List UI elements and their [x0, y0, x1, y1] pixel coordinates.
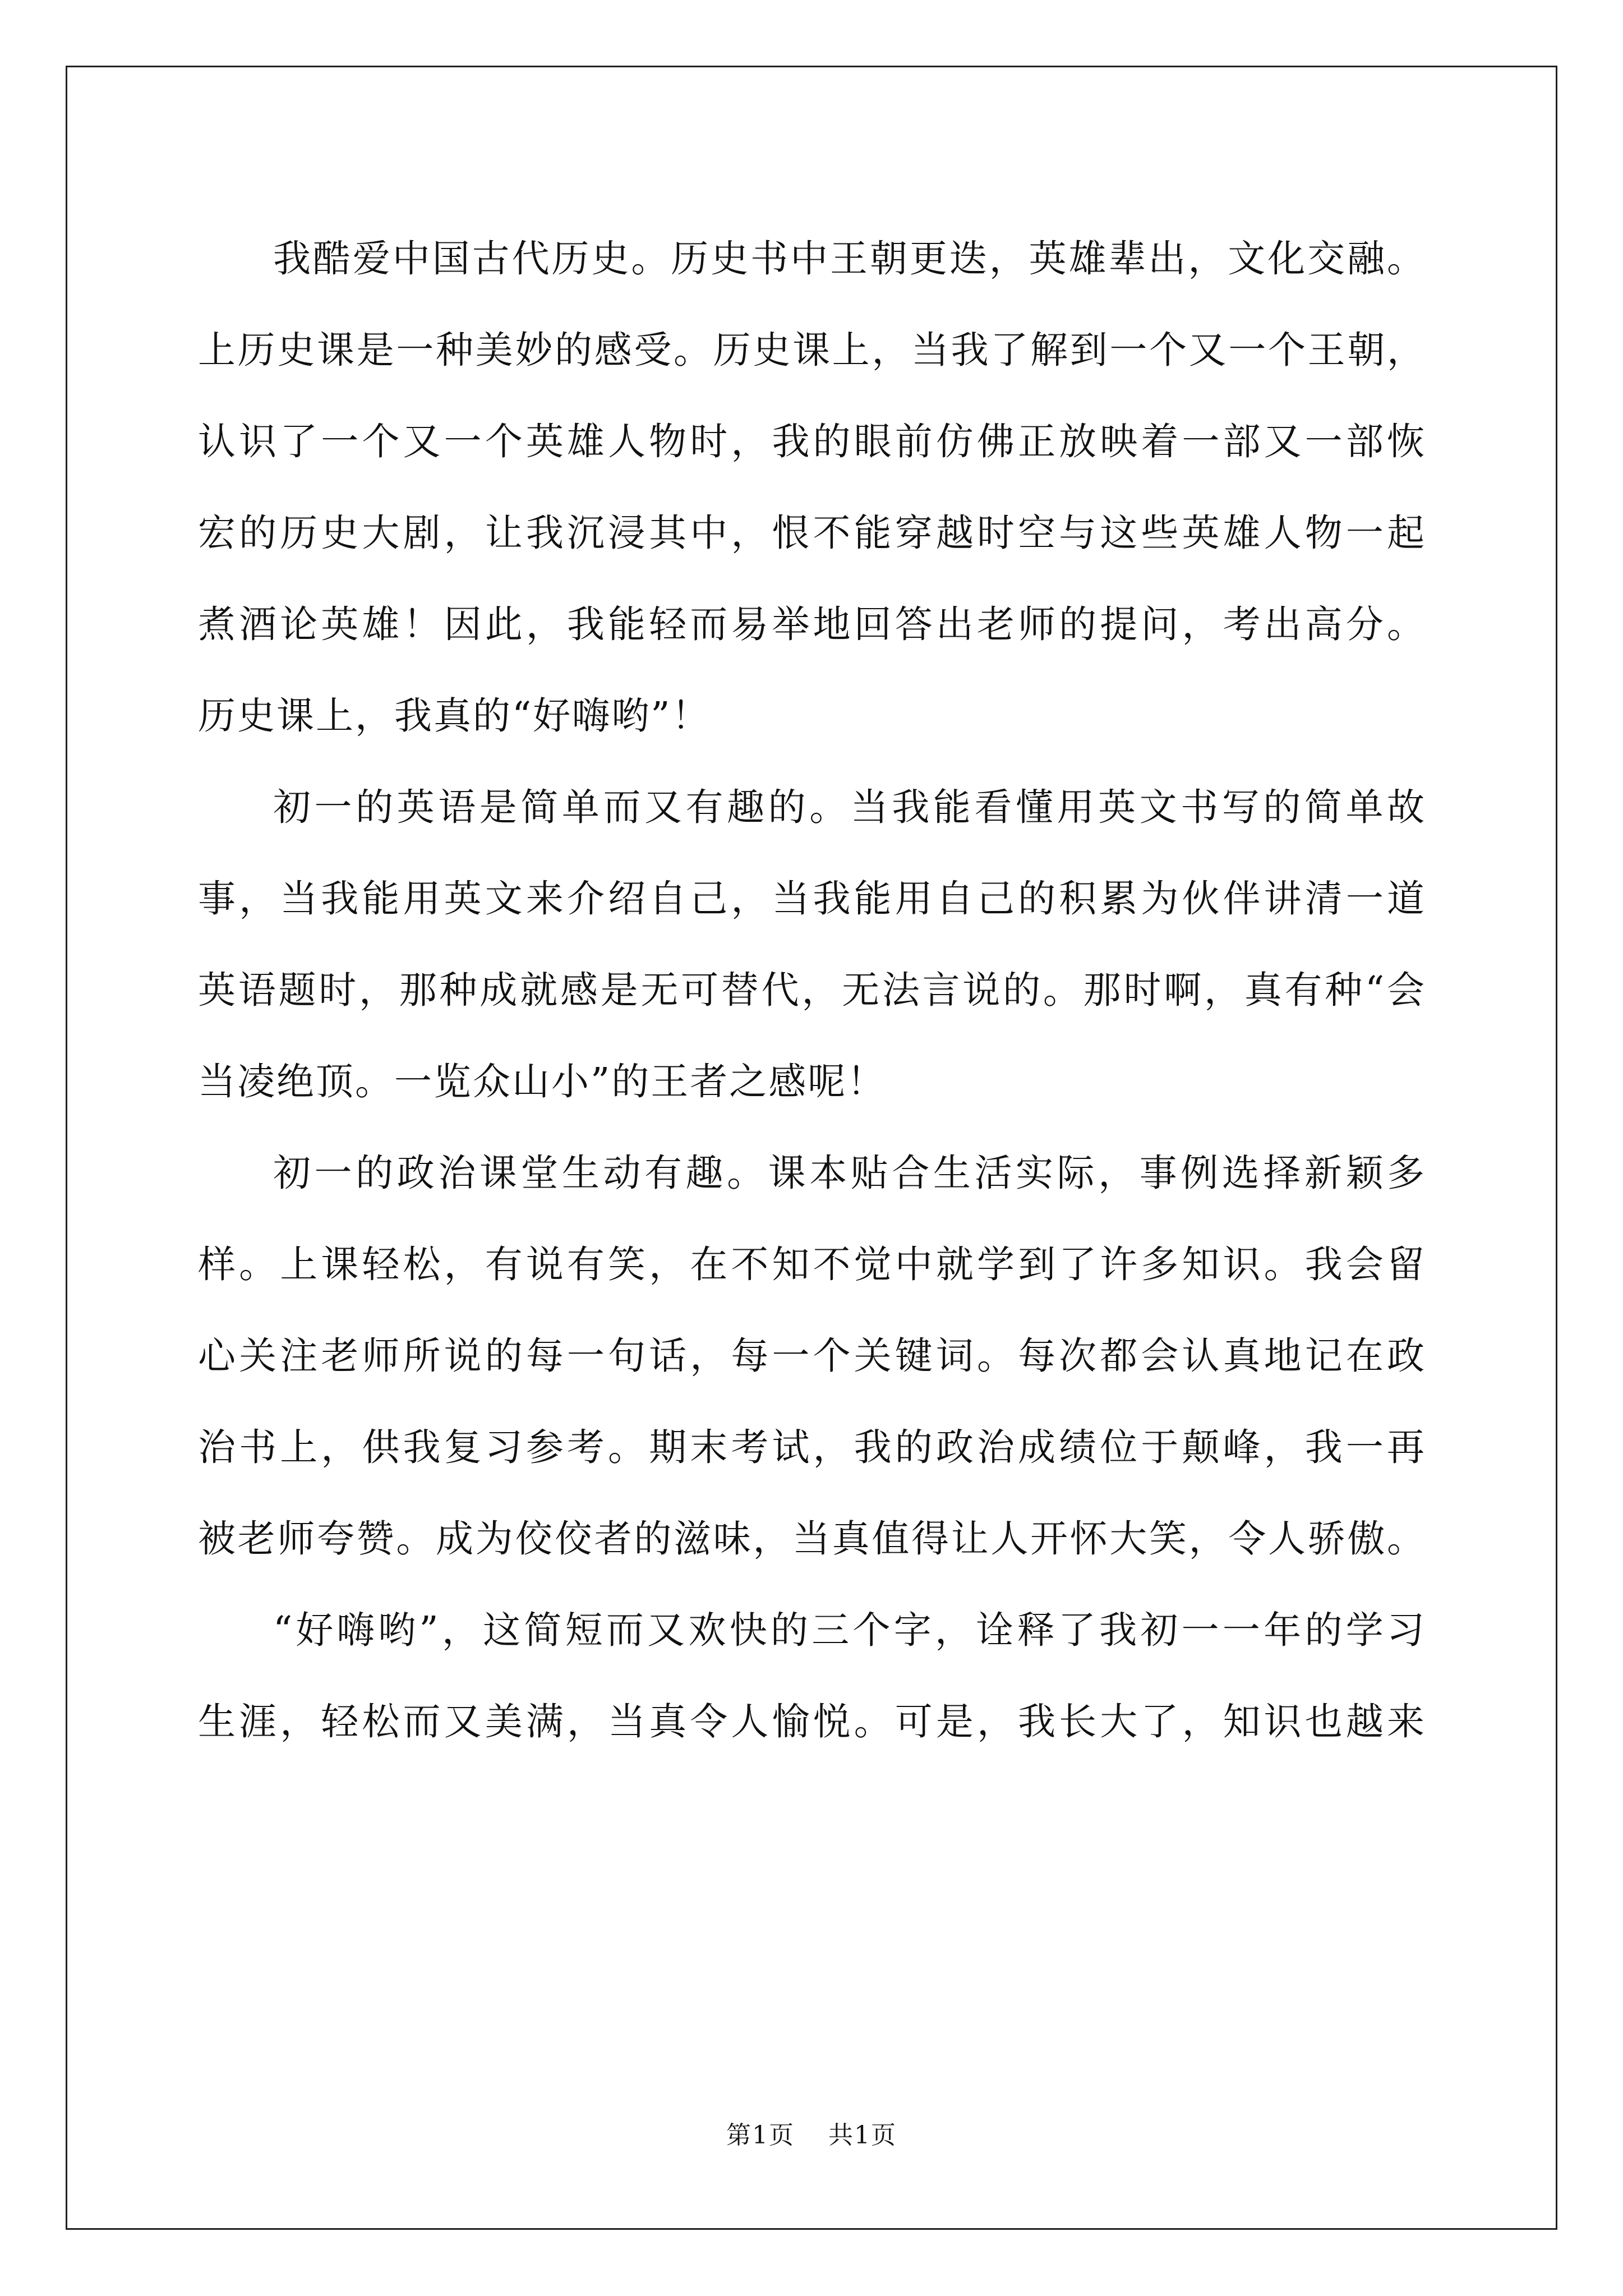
paragraph-3-line-1: 初一的政治课堂生动有趣。课本贴合生活实际，事例选择新颖多	[273, 1151, 1426, 1195]
page-footer	[0, 2115, 1623, 2151]
paragraph-3-line-4: 治书上，供我复习参考。期末考试，我的政治成绩位于颠峰，我一再	[198, 1425, 1426, 1469]
page-number-current: 第1页	[726, 2121, 795, 2150]
paragraph-3-line-2: 样。上课轻松，有说有笑，在不知不觉中就学到了许多知识。我会留	[198, 1243, 1426, 1286]
paragraph-1-line-4: 宏的历史大剧，让我沉浸其中，恨不能穿越时空与这些英雄人物一起	[198, 511, 1426, 555]
paragraph-1-line-3: 认识了一个又一个英雄人物时，我的眼前仿佛正放映着一部又一部恢	[198, 420, 1426, 463]
paragraph-2-line-4: 当凌绝顶。一览众山小”的王者之感呢！	[198, 1060, 887, 1103]
paragraph-2-line-3: 英语题时，那种成就感是无可替代，无法言说的。那时啊，真有种“会	[198, 968, 1426, 1012]
page-number-total: 共1页	[828, 2121, 897, 2150]
paragraph-2-line-1: 初一的英语是简单而又有趣的。当我能看懂用英文书写的简单故	[273, 785, 1426, 829]
paragraph-2-line-2: 事，当我能用英文来介绍自己，当我能用自己的积累为伙伴讲清一道	[198, 877, 1426, 921]
paragraph-1-line-5: 煮酒论英雄！因此，我能轻而易举地回答出老师的提问，考出高分。	[198, 602, 1426, 646]
paragraph-3-line-5: 被老师夸赞。成为佼佼者的滋味，当真值得让人开怀大笑，令人骄傲。	[198, 1517, 1426, 1561]
paragraph-4-line-1: “好嗨哟”，这简短而又欢快的三个字，诠释了我初一一年的学习	[273, 1608, 1426, 1652]
paragraph-1-line-6: 历史课上，我真的“好嗨哟”！	[198, 694, 711, 738]
paragraph-1-line-2: 上历史课是一种美妙的感受。历史课上，当我了解到一个又一个王朝，	[198, 328, 1426, 372]
paragraph-3-line-3: 心关注老师所说的每一句话，每一个关键词。每次都会认真地记在政	[198, 1334, 1426, 1378]
paragraph-1-line-1: 我酷爱中国古代历史。历史书中王朝更迭，英雄辈出，文化交融。	[273, 237, 1426, 280]
document-body	[198, 213, 1426, 1768]
paragraph-4-line-2: 生涯，轻松而又美满，当真令人愉悦。可是，我长大了，知识也越来	[198, 1700, 1426, 1743]
